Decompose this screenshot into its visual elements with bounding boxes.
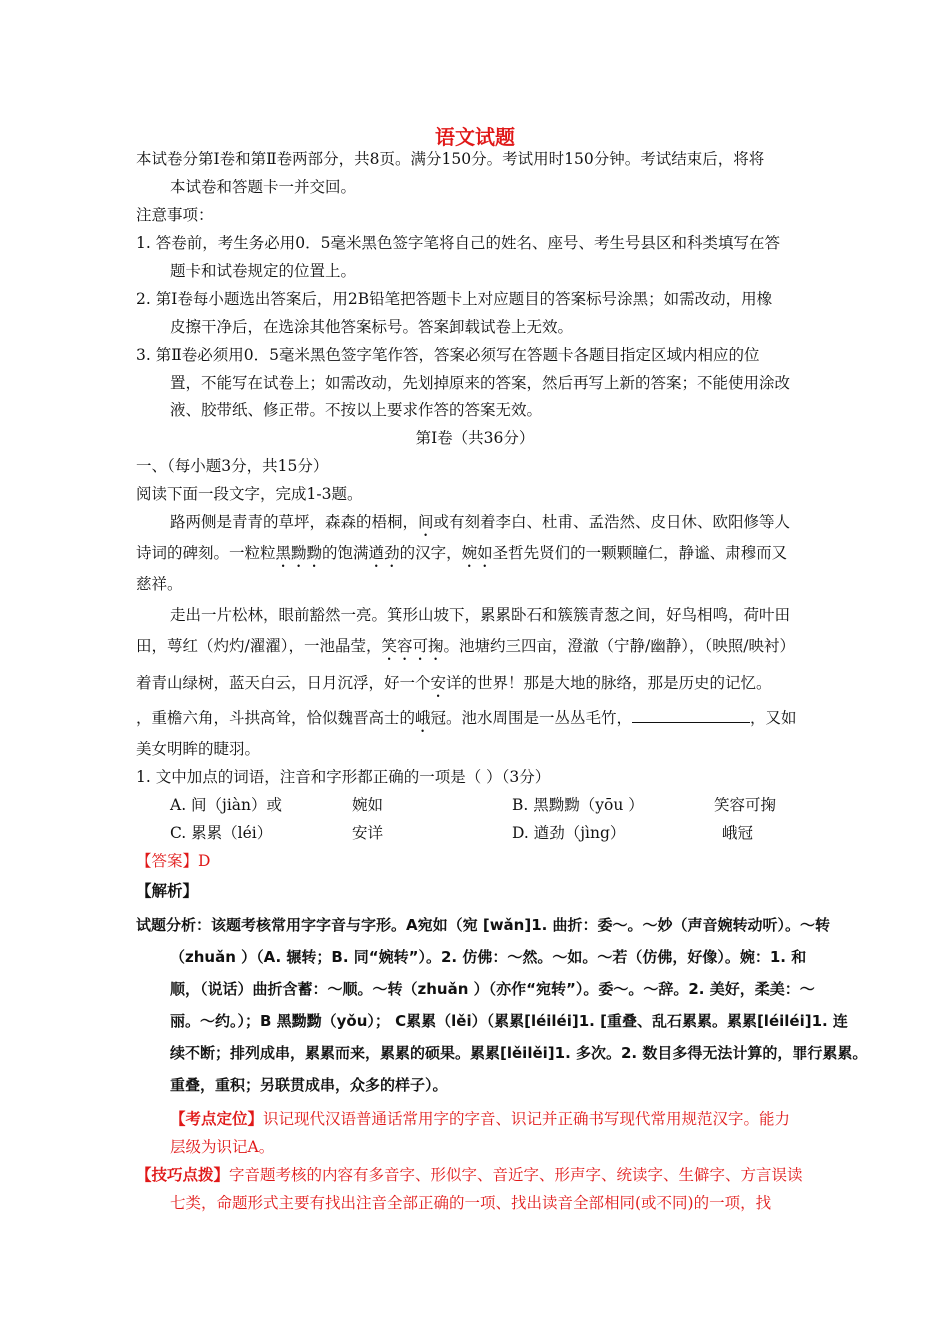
- passage-line-3: 慈祥。: [136, 575, 183, 593]
- dotted-word: 婉如: [461, 544, 493, 562]
- dotted-word: 间: [418, 513, 434, 531]
- answer-line: [136, 850, 210, 872]
- passage-line-5: 田，萼红（灼灼/濯濯），一池晶莹，笑容可掬。池塘约三四亩，澄澈（宁静/幽静），（映照/映衬）: [136, 637, 795, 655]
- analysis-label: 【解析】: [136, 881, 199, 900]
- dotted-word: 遒劲: [368, 544, 400, 562]
- jiqiao-line-1: 【技巧点拨】字音题考核的内容有多音字、形似字、音近字、形声字、统读字、生僻字、方言误读: [136, 1165, 803, 1184]
- answer-value: D: [198, 852, 211, 870]
- notice-line-6: 置，不能写在试卷上；如需改动，先划掉原来的答案，然后再写上新的答案；不能使用涂改: [170, 374, 791, 392]
- notice-line-7: 液、胶带纸、修正带。不按以上要求作答的答案无效。: [170, 401, 543, 419]
- reading-instruction: 阅读下面一段文字，完成1-3题。: [136, 485, 363, 503]
- jiqiao-line-2: 七类，命题形式主要有找出注音全部正确的一项、找出读音全部相同(或不同)的一项，找: [170, 1194, 772, 1212]
- notice-heading: 注意事项：: [136, 206, 214, 224]
- analysis-line-6: 重叠，重积；另联贯成串，众多的样子）。: [170, 1076, 448, 1094]
- passage-line-6: 着青山绿树，蓝天白云，日月沉浮，好一个安详的世界！那是大地的脉络，那是历史的记忆。: [136, 674, 772, 692]
- notice-line-5: 3. 第Ⅱ卷必须用0．5毫米黑色签字笔作答，答案必须写在答题卡各题目指定区域内相应的位: [136, 346, 760, 364]
- analysis-line-5: 续不断；排列成串，累累而来，累累的硕果。累累[lěilěi]1. 多次。2. 数目多得无法计算的，罪行累累。: [170, 1044, 868, 1062]
- notice-line-2: 题卡和试卷规定的位置上。: [170, 262, 357, 280]
- passage-line-7: ，重檐六角，斗拱高耸，恰似魏晋高士的峨冠。池水周围是一丛丛毛竹， ，又如: [136, 709, 797, 727]
- fill-blank: [632, 708, 750, 723]
- kaodian-line-1: 【考点定位】识记现代汉语普通话常用字的字音、识记并正确书写现代常用规范汉字。能力: [170, 1109, 791, 1128]
- dotted-word: 黑黝黝: [275, 544, 323, 562]
- dotted-word: 峨: [415, 709, 431, 727]
- part-heading: 一、（每小题3分，共15分）: [136, 457, 329, 475]
- option-b-word: 笑容可掬: [714, 796, 777, 814]
- notice-line-4: 皮擦干净后，在选涂其他答案标号。答案卸载试卷上无效。: [170, 318, 574, 336]
- option-a-word: 婉如: [352, 796, 384, 814]
- analysis-line-3: 顺，（说话）曲折含蓄：～顺。～转（zhuǎn ）（亦作“宛转”）。委～。～辞。2. 美好，柔美：～: [170, 980, 815, 998]
- jiqiao-label: 【技巧点拨】: [136, 1165, 230, 1184]
- option-b-pinyin: B. 黑黝黝（yōu ）: [512, 796, 644, 814]
- option-c-pinyin: C. 累累（léi）: [170, 824, 273, 842]
- analysis-line-2: （zhuǎn ）（A. 辗转；B. 同“婉转”）。2. 仿佛：～然。～如。～若（仿佛，好像）。婉：1. 和: [170, 948, 807, 966]
- dotted-word: 安: [430, 674, 447, 692]
- kaodian-line-2: 层级为识记A。: [170, 1138, 275, 1156]
- passage-line-2: 诗词的碑刻。一粒粒黑黝黝的饱满遒劲的汉字，婉如圣哲先贤们的一颗颗瞳仁，静谧、肃穆而又: [136, 544, 788, 562]
- analysis-line-1: 试题分析：该题考核常用字字音与字形。A宛如（宛 [wǎn]1. 曲折：委～。～妙（声音婉转动听）。～转: [136, 916, 831, 934]
- option-d-word: 峨冠: [722, 824, 754, 842]
- option-a-pinyin: A. 间（jiàn）或: [170, 796, 283, 814]
- dotted-word: 笑容可掬: [381, 637, 444, 655]
- page-title: 语文试题: [435, 125, 515, 149]
- option-d-pinyin: D. 遒劲（jìng）: [512, 824, 626, 842]
- notice-line-3: 2. 第Ⅰ卷每小题选出答案后，用2B铅笔把答题卡上对应题目的答案标号涂黑；如需改动，用橡: [136, 290, 773, 308]
- answer-label: 【答案】: [136, 852, 199, 870]
- intro-line-1: 本试卷分第Ⅰ卷和第Ⅱ卷两部分，共8页。满分150分。考试用时150分钟。考试结束后，将将: [136, 150, 765, 168]
- passage-line-4: 走出一片松林，眼前豁然一亮。箕形山坡下，累累卧石和簇簇青葱之间，好鸟相鸣，荷叶田: [170, 606, 791, 624]
- section-title: 第Ⅰ卷（共36分）: [415, 429, 535, 447]
- analysis-line-4: 丽。～约。）；B 黑黝黝（yǒu）； C累累（lěi）（累累[léiléi]1. [重叠、乱石累累。累累[léiléi]1. 连: [170, 1012, 848, 1030]
- passage-line-8: 美女明眸的睫羽。: [136, 740, 261, 758]
- kaodian-label: 【考点定位】: [170, 1109, 264, 1128]
- option-c-word: 安详: [352, 824, 384, 842]
- notice-line-1: 1. 答卷前，考生务必用0．5毫米黑色签字笔将自己的姓名、座号、考生号县区和科类填写在答: [136, 234, 780, 252]
- question-1-stem: 1. 文中加点的词语，注音和字形都正确的一项是（ ）（3分）: [136, 768, 551, 786]
- intro-line-2: 本试卷和答题卡一并交回。: [170, 178, 357, 196]
- passage-line-1: 路两侧是青青的草坪，森森的梧桐，间或有刻着李白、杜甫、孟浩然、皮日休、欧阳修等人: [170, 513, 791, 531]
